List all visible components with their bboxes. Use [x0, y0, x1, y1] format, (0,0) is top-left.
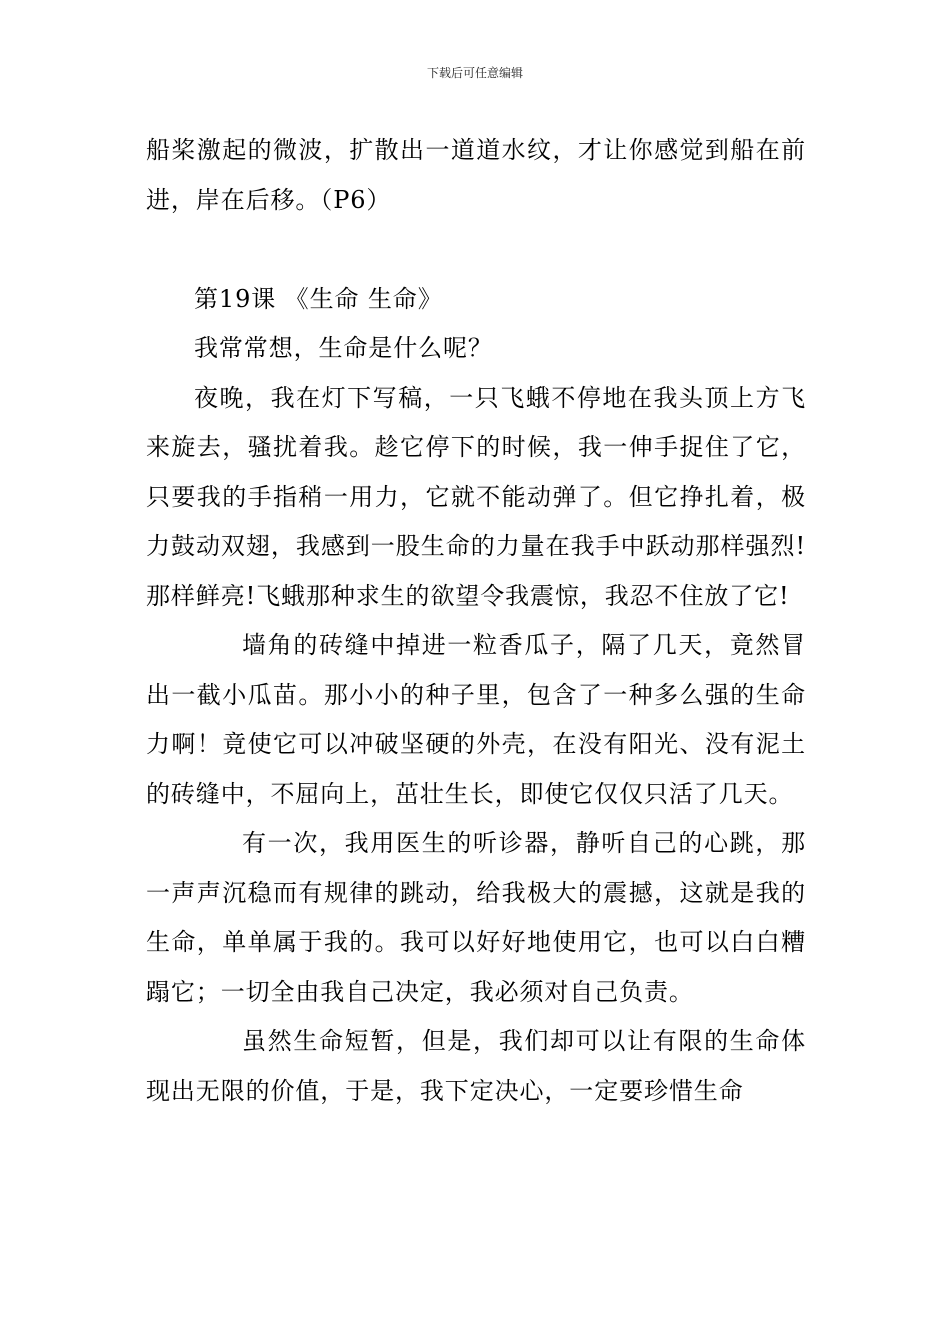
lesson-title: 第19课 《生命 生命》: [194, 284, 443, 313]
paragraph-question: 我常常想，生命是什么呢？: [194, 334, 493, 362]
paragraph-moth: 夜晚，我在灯下写稿，一只飞蛾不停地在我头顶上方飞来旋去，骚扰着我。趁它停下的时候，我一伸手捉住了它，只要我的手指稍一用力，它就不能动弹了。但它挣扎着，极力鼓动双翅，我感到一股生命的力量在我手中跃动那样强烈!那样鲜亮!飞蛾那种求生的欲望令我震惊，我忍不住放了它!: [146, 383, 806, 610]
page-header-note: 下载后可任意编辑: [426, 66, 523, 80]
paragraph-boat-ripples: 船桨激起的微波，扩散出一道道水纹，才让你感觉到船在前进，岸在后移。（P6）: [146, 136, 806, 214]
paragraph-melon-seed: 墙角的砖缝中掉进一粒香瓜子，隔了几天，竟然冒出一截小瓜苗。那小小的种子里，包含了一种多么强的生命力啊！竟使它可以冲破坚硬的外壳，在没有阳光、没有泥土的砖缝中，不屈向上，茁壮生长，即使它仅仅只活了几天。: [146, 631, 806, 808]
paragraph-cherish-life: 虽然生命短暂，但是，我们却可以让有限的生命体现出无限的价值，于是，我下定决心，一定要珍惜生命: [146, 1027, 806, 1105]
paragraph-gap: [146, 225, 806, 275]
document-body: [146, 126, 806, 1116]
paragraph-heartbeat: 有一次，我用医生的听诊器，静听自己的心跳，那一声声沉稳而有规律的跳动，给我极大的震撼，这就是我的生命，单单属于我的。我可以好好地使用它，也可以白白糟蹋它；一切全由我自己决定，我必须对自己负责。: [146, 829, 806, 1006]
